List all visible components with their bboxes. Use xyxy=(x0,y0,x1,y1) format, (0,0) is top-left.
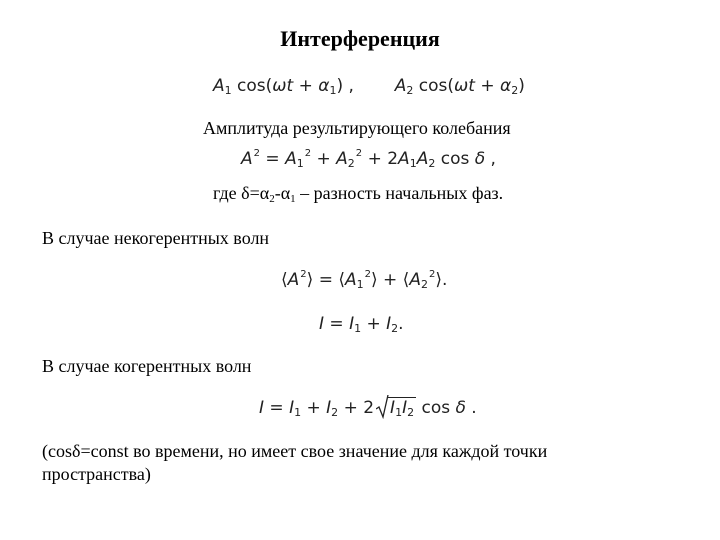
formula-incoherent-intensity: $I = I_1 + I_2$. xyxy=(319,314,404,335)
note-line-2: пространства) xyxy=(42,464,151,484)
amplitude-label: Амплитуда результирующего колебания xyxy=(203,118,511,138)
wave-1-formula: $A_1$ $\cos(\omega t + \alpha_1)$ , xyxy=(213,76,354,97)
formula-incoherent-amplitude: $⟨A^2⟩$ = $⟨A_1^2⟩$ + $⟨A_2^2⟩$. xyxy=(281,269,448,291)
delta-definition: где $\delta=\alpha_2-\alpha_1$ – разность начальных фаз. xyxy=(213,183,504,205)
formula-waves xyxy=(213,76,525,96)
incoherent-label: В случае некогерентных волн xyxy=(42,228,270,248)
coherent-label: В случае когерентных волн xyxy=(42,356,252,376)
wave-2-formula: $A_2$ $\cos(\omega t + \alpha_2)$ xyxy=(394,76,525,97)
formula-amplitude: $A^2 = A_1^2 + A_2^2 + 2A_1A_2$ cos δ , xyxy=(241,148,496,170)
square-root: $I_1I_2$ xyxy=(376,397,416,418)
note-line-1: (cosδ=const во времени, но имеет свое значение для каждой точки xyxy=(42,441,548,461)
formula-coherent-intensity: $I = I_1 + I_2 + 2$ $I_1I_2$ cos δ . xyxy=(259,397,477,418)
page-title: Интерференция xyxy=(280,26,440,51)
